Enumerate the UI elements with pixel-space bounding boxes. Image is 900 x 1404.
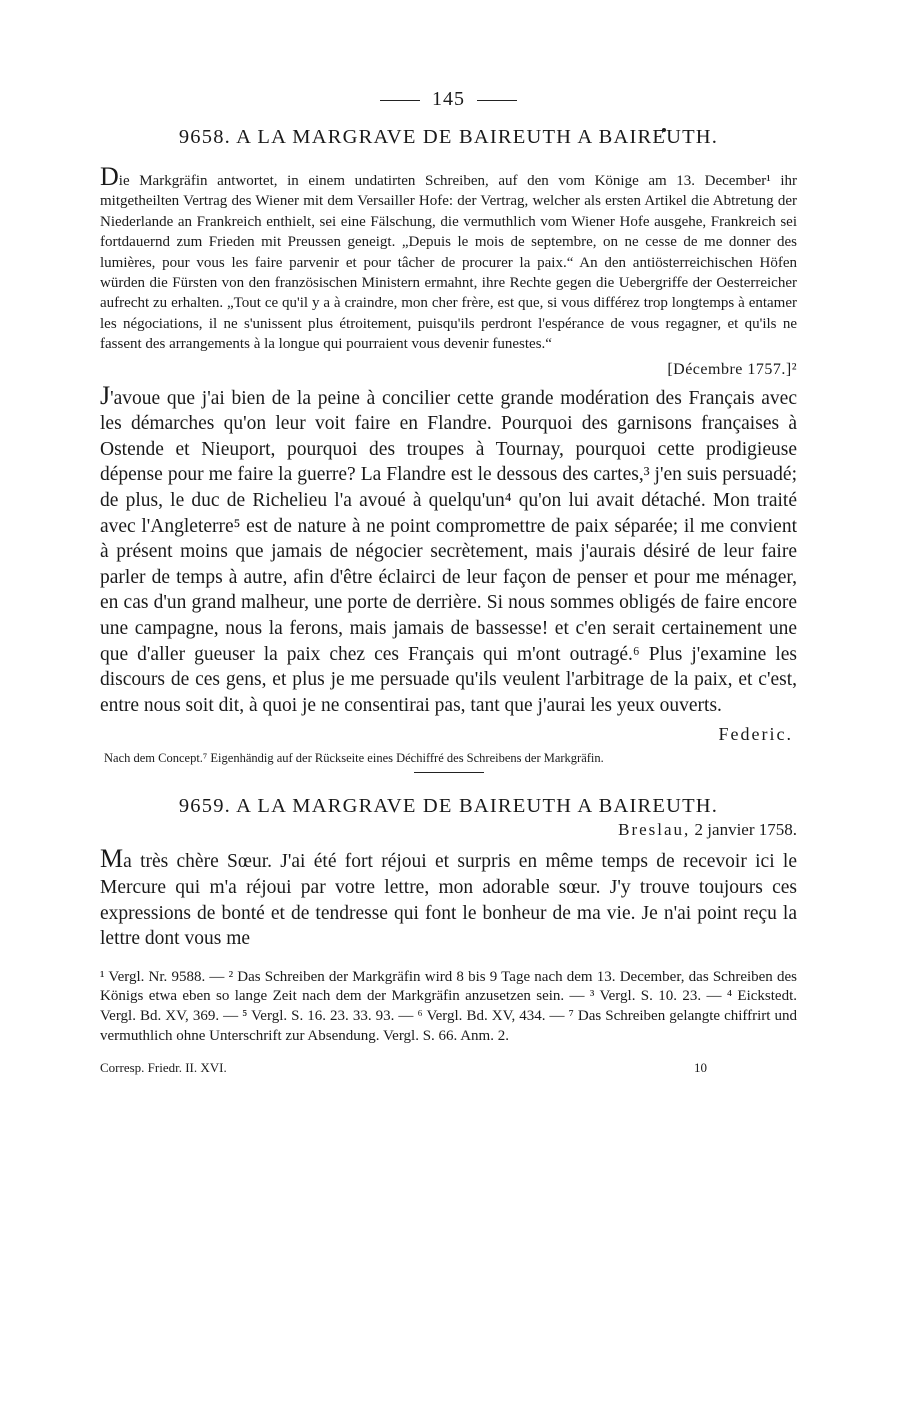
header-dash-left [380, 100, 420, 101]
letter-9659-initial: M [100, 844, 124, 874]
letter-9658-date: [Décembre 1757.]² [667, 360, 797, 378]
signature: Federic. [718, 724, 793, 745]
letter-9659-date: 2 janvier 1758. [694, 820, 797, 840]
page-header [100, 88, 797, 116]
source-note: Nach dem Concept.⁷ Eigenhändig auf der Rückseite eines Déchiffré des Schreibens der Markgräfin. [104, 751, 604, 766]
body-initial: J [100, 380, 111, 410]
header-dash-right [477, 100, 517, 101]
footnotes: ¹ Vergl. Nr. 9588. — ² Das Schreiben der Markgräfin wird 8 bis 9 Tage nach dem 13. December, das Schreiben des Königs etwa eben so lange Zeit nach dem der Markgräfin anzusetzen sein. — ³ Vergl. S. 10. 23. — ⁴ Eickstedt. Vergl. Bd. XV, 369. — ⁵ Vergl. S. 16. 23. 33. 93. — ⁶ Vergl. Bd. XV, 434. — ⁷ Das Schreiben gelangte chiffrirt und vermuthlich ohne Unterschrift zur Absendung. Vergl. S. 66. Anm. 2. [100, 968, 797, 1044]
summary-initial: D [100, 162, 119, 191]
letter-9658-title: 9658. A LA MARGRAVE DE BAIREUTH A BAIREUTH. [178, 126, 719, 148]
letter-9658-summary [100, 162, 797, 355]
letter-9659-title: 9659. A LA MARGRAVE DE BAIREUTH A BAIREUTH. [178, 795, 719, 818]
page-footer [100, 1060, 797, 1076]
document-page [100, 88, 797, 1076]
page-number: 145 [432, 88, 465, 110]
body-text: 'avoue que j'ai bien de la peine à concilier cette grande modération des Français avec les démarches qu'on leur voit faire en Flandre. Pourquoi des garnisons françaises à Ostende et Nieuport, pourquoi des troupes à Tournay, pourquoi cette prodigieuse dépense pour me faire la guerre? La Flandre est le dessous des cartes,³ j'en suis persuadé; de plus, le duc de Richelieu l'a avoué à quelqu'un⁴ qu'on lui avait détaché. Mon traité avec l'Angleterre⁵ est de nature à ne point compromettre de paix séparée; il me convient à présent moins que jamais de négocier secrètement, mais j'aurais désiré de leur faire parler de temps à autre, afin d'être éclairci de leur façon de penser et pour me ménager, en cas d'un grand malheur, une porte de derrière. Si nous sommes obligés de faire encore une campagne, nous la ferons, mais jamais de bassesse! et c'en serait certainement une que d'aller gueuser la paix chez ces Français qui m'ont outragé.⁶ Plus j'examine les discours de ces gens, et plus je me persuade qu'ils veulent l'arbitrage de la paix, et c'est, entre nous soit dit, à quoi je ne consentirai pas, tant que j'aurai les yeux ouverts. [100, 387, 797, 716]
section-divider [414, 772, 484, 773]
footer-signature-mark: 10 [694, 1060, 707, 1076]
letter-9659-place-date [100, 820, 797, 840]
summary-text: ie Markgräfin antwortet, in einem undatirten Schreiben, auf den vom Könige am 13. December¹ ihr mitgetheilten Vertrag des Wiener mit dem Versailler Hofe: der Vertrag, welcher als ersten Artikel die Abtretung der Niederlande an Frankreich enthielt, sei eine Fälschung, die vermuthlich vom Wiener Hofe ausgehe, Frankreich sei fortdauernd zum Frieden mit Preussen geneigt. „Depuis le mois de septembre, on ne cesse de me donner des lumières, pour vous les faire parvenir et pour tâcher de procurer la paix.“ An den antiösterreichischen Höfen würden die Fürsten von den französischen Ministern ermahnt, ihre Rechte gegen die Uebergriffe der Oesterreicher aufrecht zu erhalten. „Tout ce qu'il y a à craindre, mon cher frère, est que, si vous différez trop longtemps à entamer les négociations, il ne s'unissent plus étroitement, puisqu'ils perdront l'espérance de vous regagner, et qu'ils ne fassent des arrangements à la longue qui pourraient vous devenir funestes.“ [100, 173, 797, 353]
letter-9659-place: Breslau, [618, 820, 691, 840]
letter-9659-body [100, 846, 797, 951]
letter-9659-text: a très chère Sœur. J'ai été fort réjoui et surpris en même temps de recevoir ici le Mercure qui m'a réjoui par votre lettre, mon adorable sœur. J'y trouve toujours ces expressions de bonté et de tendresse qui font le bonheur de ma vie. Je n'ai point reçu la lettre dont vous me [100, 851, 797, 950]
footer-series: Corresp. Friedr. II. XVI. [100, 1060, 227, 1076]
letter-9658-body [100, 380, 797, 719]
